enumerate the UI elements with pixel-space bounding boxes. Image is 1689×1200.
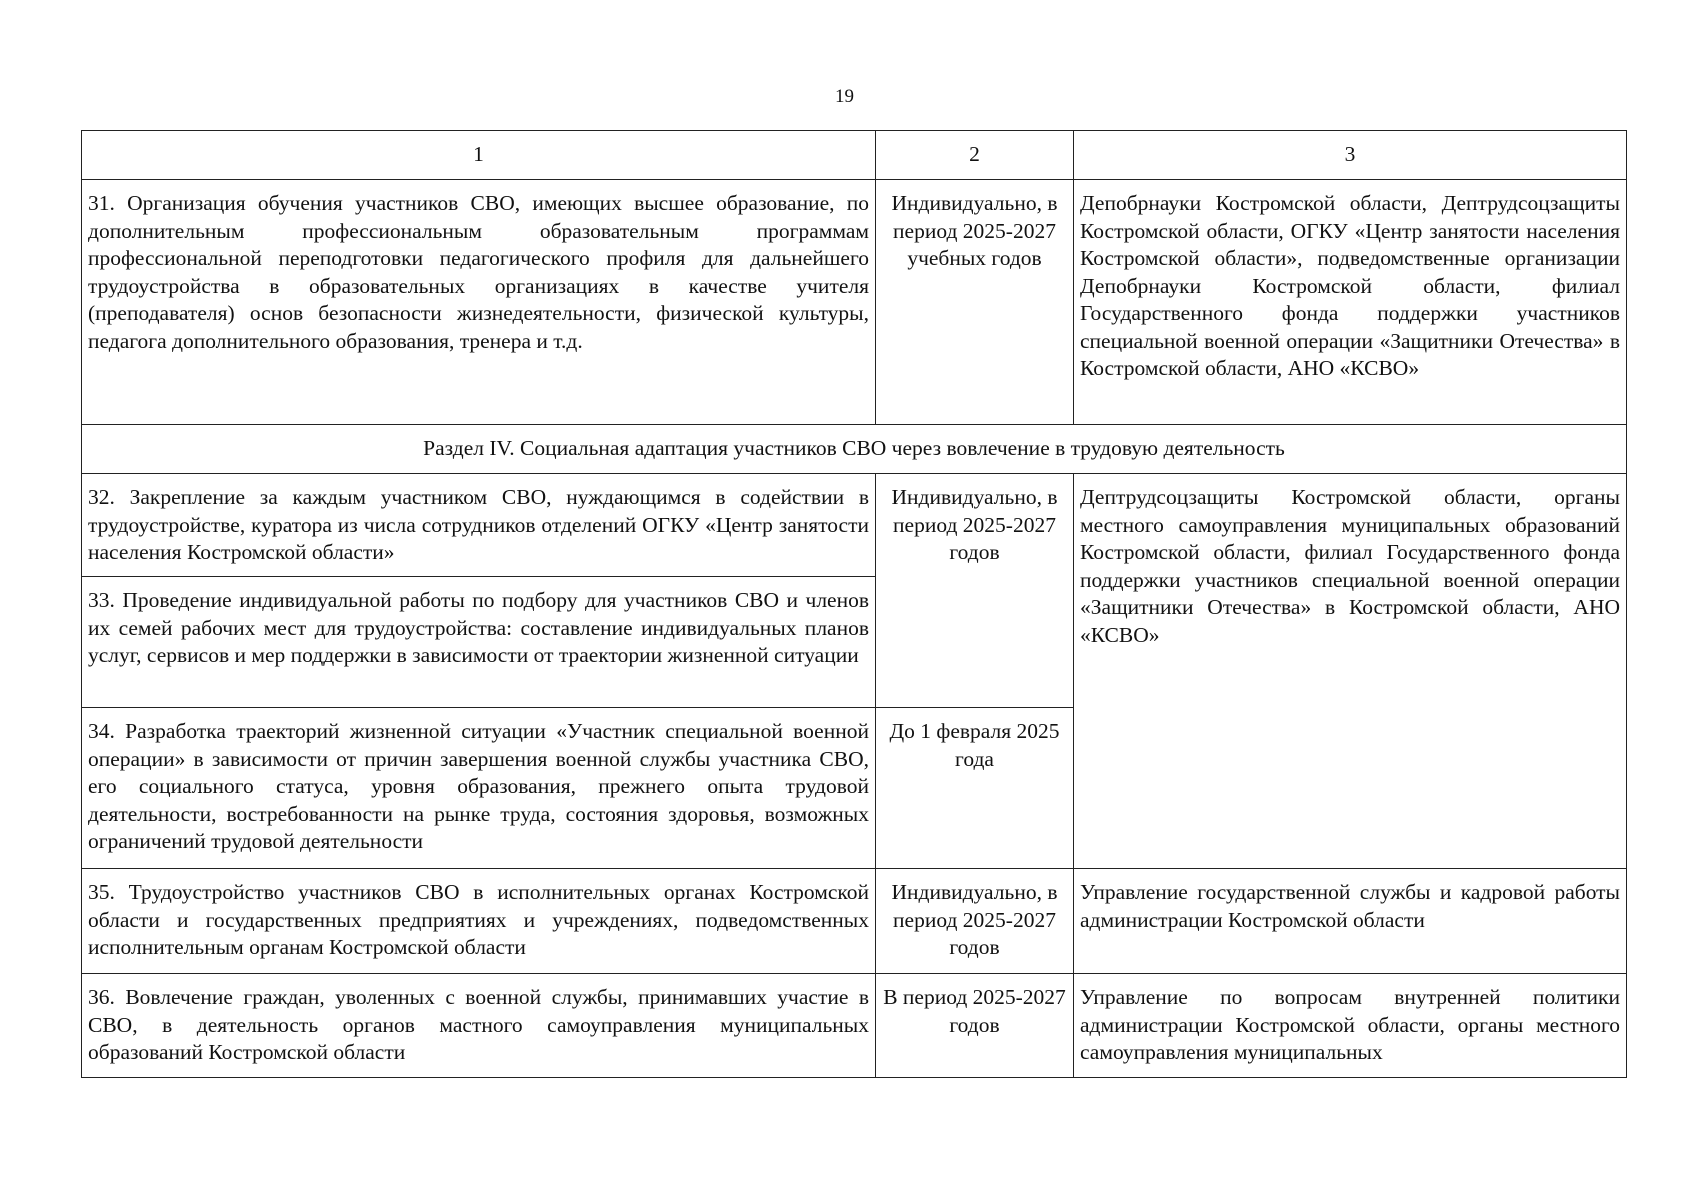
table-row-32 xyxy=(82,474,1627,577)
section-title: Раздел IV. Социальная адаптация участников СВО через вовлечение в трудовую деятельность xyxy=(82,425,1627,474)
measure-cell xyxy=(82,974,876,1078)
deadline-cell xyxy=(876,708,1074,869)
measure-text: 32. Закрепление за каждым участником СВО, нуждающимся в содействии в трудоустройстве, куратора из числа сотрудников отделений ОГКУ «Центр занятости населения Костромской области» xyxy=(88,485,869,564)
page-number: 19 xyxy=(835,86,854,107)
table-row-36 xyxy=(82,974,1627,1078)
measure-cell xyxy=(82,180,876,425)
deadline-text: В период 2025-2027 годов xyxy=(883,985,1066,1037)
deadline-text: Индивидуально, в период 2025-2027 годов xyxy=(891,485,1058,564)
activities-table xyxy=(81,130,1627,1078)
deadline-cell xyxy=(876,869,1074,974)
responsible-cell xyxy=(1074,180,1627,425)
deadline-cell xyxy=(876,180,1074,425)
measure-text: 33. Проведение индивидуальной работы по подбору для участников СВО и членов их семей рабочих мест для трудоустройства: составление индивидуальных планов услуг, сервисов и мер поддержки в зависимости от траектории жизненной ситуации xyxy=(88,588,869,667)
measure-text: 31. Организация обучения участников СВО, имеющих высшее образование, по дополнительным профессиональным образовательным программам профессиональной переподготовки педагогического профиля для дальнейшего трудоустройства в образовательных организациях в качестве учителя (преподавателя) основ безопасности жизнедеятельности, физической культуры, педагога дополнительного образования, тренера и т.д. xyxy=(88,191,869,353)
section-heading-row xyxy=(82,425,1627,474)
header-cell-responsible: 3 xyxy=(1074,131,1627,180)
responsible-text: Управление по вопросам внутренней политики администрации Костромской области, органы местного самоуправления муниципальных xyxy=(1080,985,1620,1064)
responsible-text: Управление государственной службы и кадровой работы администрации Костромской области xyxy=(1080,880,1620,932)
deadline-cell xyxy=(876,974,1074,1078)
table-row-35 xyxy=(82,869,1627,974)
measure-text: 34. Разработка траекторий жизненной ситуации «Участник специальной военной операции» в зависимости от причин завершения военной службы участника СВО, его социального статуса, уровня образования, прежнего опыта трудовой деятельности, востребованности на рынке труда, состояния здоровья, возможных ограничений трудовой деятельности xyxy=(88,719,869,853)
header-cell-measure: 1 xyxy=(82,131,876,180)
measure-cell xyxy=(82,577,876,708)
measure-cell xyxy=(82,869,876,974)
measure-text: 36. Вовлечение граждан, уволенных с военной службы, принимавших участие в СВО, в деятельность органов мастного самоуправления муниципальных образований Костромской области xyxy=(88,985,869,1064)
measure-cell xyxy=(82,474,876,577)
responsible-cell xyxy=(1074,974,1627,1078)
header-cell-deadline: 2 xyxy=(876,131,1074,180)
table-row-31 xyxy=(82,180,1627,425)
deadline-text: До 1 февраля 2025 года xyxy=(889,719,1060,771)
deadline-text: Индивидуально, в период 2025-2027 годов xyxy=(891,880,1058,959)
table-header-row xyxy=(82,131,1627,180)
deadline-text: Индивидуально, в период 2025-2027 учебных годов xyxy=(891,191,1058,270)
measure-cell xyxy=(82,708,876,869)
deadline-cell-shared xyxy=(876,474,1074,708)
responsible-text: Дептрудсоцзащиты Костромской области, органы местного самоуправления муниципальных образований Костромской области, филиал Государственного фонда поддержки участников специальной военной операции «Защитники Отечества» в Костромской области, АНО «КСВО» xyxy=(1080,485,1620,647)
measure-text: 35. Трудоустройство участников СВО в исполнительных органах Костромской области и государственных предприятиях и учреждениях, подведомственных исполнительным органам Костромской области xyxy=(88,880,869,959)
responsible-text: Депобрнауки Костромской области, Дептрудсоцзащиты Костромской области, ОГКУ «Центр занятости населения Костромской области», подведомственные организации Депобрнауки Костромской области, филиал Государственного фонда поддержки участников специальной военной операции «Защитники Отечества» в Костромской области, АНО «КСВО» xyxy=(1080,191,1620,380)
responsible-cell xyxy=(1074,869,1627,974)
responsible-cell-shared xyxy=(1074,474,1627,869)
